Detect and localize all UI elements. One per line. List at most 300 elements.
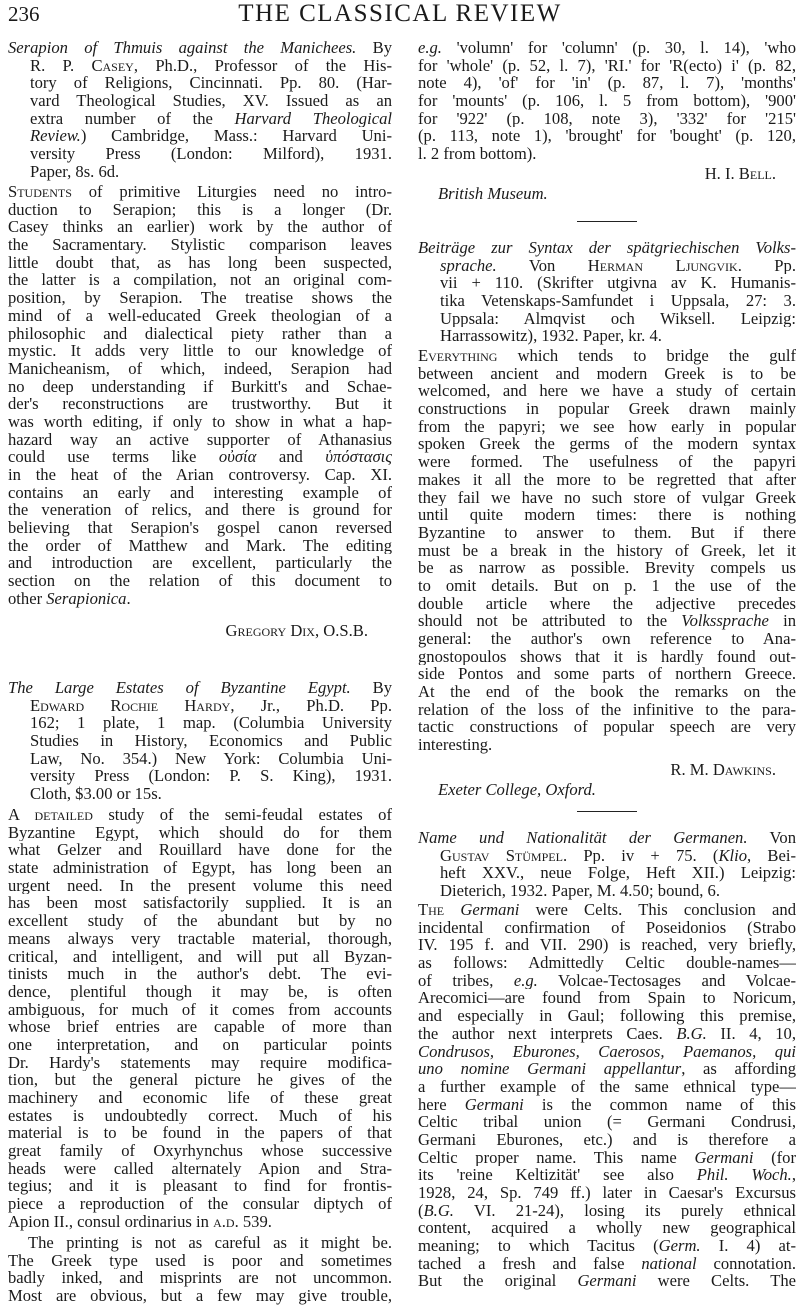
text-line [418,919,796,937]
text-run: A detailed [8,806,93,824]
text-line [418,847,796,865]
text-run [444,901,460,919]
text-run: spoken Greek the germs of the modern syntax [418,435,796,454]
text-line [418,1166,796,1184]
text-run: By [356,39,392,57]
reviewer-signature: Gregory Dix, O.S.B. [225,621,368,640]
paragraph [8,183,392,608]
text-line [8,466,392,484]
text-run: The [418,901,445,919]
text-line [8,806,392,824]
text-run: ambiguous, for much of it comes from accounts [8,1000,392,1019]
text-line [8,57,392,75]
running-title: THE CLASSICAL REVIEW [238,0,562,27]
review-heading [418,829,796,900]
text-run: Phil. Woch. [696,1166,792,1184]
text-line [8,841,392,859]
text-run: content, acquired a wholly new geographical [418,1219,796,1238]
reviewer-signature: H. I. Bell. [704,164,776,183]
text-line [418,577,796,595]
text-run: , Jr., Ph.D. Pp. [230,696,392,715]
text-line [418,1078,796,1096]
text-line [8,395,392,413]
text-run: (p. 113, note 1), 'brought' for 'bought' (p. 120, [418,127,796,146]
paragraph [418,347,796,754]
text-line [418,1255,796,1273]
text-line [8,1001,392,1019]
text-run: its 'reine Keltizität' see also [418,1166,697,1184]
text-run: Most are obvious, but a few may give trouble, [8,1287,392,1305]
text-run: vard Theological Studies, XV. Issued as an [30,92,392,110]
text-run: of tribes, [418,971,514,990]
text-line [8,1160,392,1178]
text-run: tion, but the general picture he gives of the [8,1071,392,1089]
text-run: Beiträge zur Syntax der spätgriechischen Volks- [418,239,796,257]
text-line [8,572,392,590]
text-run: of primitive Liturgies need no intro- [71,183,392,201]
text-line [418,400,796,418]
text-run: little doubt that, as has long been suspected, [8,253,392,272]
text-run: position, by Serapion. The treatise shows the [8,289,392,307]
text-run: dence, plentiful though it may be, is often [8,982,392,1001]
text-run: here [418,1095,465,1114]
text-run: Gustav Stümpel [440,846,563,865]
text-run: The printing is not as careful as it might be. [28,1234,392,1252]
text-line [418,901,796,919]
text-run: Germani Eburones, etc.) and is therefore a [418,1130,796,1149]
text-run: incidental confirmation of Poseidonios (Strabo [418,918,796,937]
section-divider [577,221,637,222]
text-run: sprache. [440,256,497,275]
text-run: οὐσία [218,448,257,466]
text-run: side Pontos and some parts of northern Greece. [418,665,796,684]
text-line [418,92,796,110]
text-run: Name und Nationalität der Germanen. [418,829,748,847]
text-run: Germani [464,1095,524,1114]
text-run: in [768,612,796,630]
text-run: Arecomici—are found from Spain to Noricum, [418,989,796,1008]
text-line [8,1234,392,1252]
text-line [418,648,796,666]
text-run: philosophic and dialectical piety rather than a [8,324,392,343]
text-line [8,289,392,307]
text-line [8,92,392,110]
text-run: Law, No. 354.) New York: Columbia Uni- [30,749,392,768]
text-run: no deep understanding if Burkitt's and Schae- [8,377,392,396]
text-line [8,824,392,842]
text-line [8,254,392,272]
text-line [8,325,392,343]
text-run: Celtic proper name. This name [418,1148,695,1167]
text-run: ) Cambridge, Mass.: Harvard Uni- [80,127,392,146]
text-line [418,718,796,736]
text-run: for 'mounts' (p. 106, l. 5 from bottom), '900' [418,92,796,110]
text-run: which tends to bridge the gulf [497,347,796,365]
text-run: from the papyri; we see how early in popular [418,417,796,436]
text-run: Dieterich, 1932. Paper, M. 4.50; bound, 6. [440,882,721,900]
text-run: Edward Rochie Hardy [30,696,231,715]
text-run: The Large Estates of Byzantine Egypt. [8,679,351,697]
text-line [8,360,392,378]
text-line [8,519,392,537]
text-run: Von [496,256,588,275]
text-line [418,365,796,383]
text-run: for 'whole' (p. 52, l. 7), 'RI.' for 'R(ecto) i' (p. 82, [418,56,796,75]
text-line [8,1107,392,1125]
text-run: machinery and economic life of these great [8,1089,392,1107]
text-line [418,292,796,310]
text-run: heft XXV., neue Folge, Heft XII.) Leipzig: [440,864,796,883]
text-run: study of the semi-feudal estates of [92,806,392,824]
text-line [418,989,796,1007]
text-line [418,110,796,128]
text-line [418,1060,796,1078]
text-run: gnostopoulos shows that it is hardly found out- [418,647,796,666]
text-line [418,347,796,365]
text-line [418,630,796,648]
text-run: 162; 1 plate, 1 map. (Columbia University [30,714,392,733]
text-line [8,785,392,803]
text-run: could use terms like [8,448,219,466]
text-line [8,1177,392,1195]
text-run: between ancient and modern Greek is to be [418,364,796,383]
text-run: e.g. [513,971,538,990]
text-run: , as affording [681,1060,796,1078]
text-line [418,74,796,92]
review-heading [8,39,392,181]
text-line [418,882,796,900]
text-run: relation of the loss of the infinitive to the para- [418,700,796,719]
text-line [8,501,392,519]
text-run: Serapionica [46,589,127,608]
text-run: one interpretation, and on particular points [8,1035,392,1054]
text-run: the order of Matthew and Mark. The editing [8,536,392,555]
text-line [418,435,796,453]
text-line [8,912,392,930]
text-line [8,145,392,163]
text-run: tactic constructions of popular speech are very [418,718,796,737]
text-line [418,683,796,701]
text-run: a further example of the same ethnical type— [418,1077,796,1096]
text-run: makes it all the more to be regretted that after [418,470,796,489]
text-line [8,679,392,697]
text-line [8,342,392,360]
text-line [8,1142,392,1160]
text-run: Germani [577,1272,637,1291]
text-line [8,1252,392,1270]
text-run: extra number of the [30,109,235,128]
text-line [8,894,392,912]
section-divider [577,811,637,812]
text-run: Casey [91,56,134,75]
text-run: vii + 110. (Skrifter utgivna av K. Humanis- [440,274,796,293]
text-run: , Ph.D., Professor of the His- [133,56,392,75]
text-line [8,1124,392,1142]
text-line [418,864,796,882]
text-run: Klio [718,846,748,865]
text-line [418,1272,796,1290]
text-line [8,271,392,289]
text-run: I. 4) at- [700,1237,796,1255]
text-line [418,489,796,507]
text-run: versity Press (London: Milford), 1931. [30,145,392,163]
text-run: heads were called alternately Apion and Stra- [8,1159,392,1178]
text-run: to omit details. But on p. 1 the use of the [418,576,796,595]
text-run: welcomed, and here we have a study of certain [418,382,796,401]
text-line [418,57,796,75]
text-line [418,524,796,542]
text-run: , [791,1166,796,1184]
text-run: mystic. It adds very little to our knowledge of [8,342,392,360]
paragraph [418,901,796,1290]
text-run: Manicheanism, of which, indeed, Serapion had [8,359,392,378]
text-run: mind of a well-educated Greek theologian of a [8,306,392,325]
text-run: be as narrow as possible. Brevity compels us [418,559,796,577]
text-line [418,327,796,345]
text-run: R. P. [30,56,92,75]
text-line [8,1089,392,1107]
text-line [8,1071,392,1089]
text-run: and [256,448,326,466]
text-run: Condrusos, Eburones, Caerosos, Paemanos, qui [418,1042,796,1061]
reviewer-signature: R. M. Dawkins. [670,760,776,779]
text-line [418,829,796,847]
text-run: state administration of Egypt, has long been an [8,859,392,877]
text-run: was worth editing, if only to show in what a hap- [8,412,392,431]
text-line [8,965,392,983]
text-line [418,453,796,471]
text-run: interesting. [418,736,493,754]
text-line [8,413,392,431]
text-run: 'volumn' for 'column' (p. 30, l. 14), 'who [441,39,796,57]
text-run: At the end of the book the remarks on the [418,683,796,701]
text-run: Students [8,183,72,201]
text-run: 1928, 24, Sp. 749 ff.) later in Caesar's Excursus [418,1184,796,1202]
text-line [8,484,392,502]
text-run: were formed. The usefulness of the papyri [418,453,796,471]
text-line [418,506,796,524]
text-line [418,382,796,400]
text-line [418,1096,796,1114]
text-run: ὑπόστασις [325,448,392,466]
text-line [418,701,796,719]
text-run: must be a break in the history of Greek, let it [418,541,796,560]
text-line [8,110,392,128]
text-run: Herman Ljungvik [587,256,738,275]
text-run: estates is undoubtedly correct. Much of his [8,1106,392,1125]
text-line [418,418,796,436]
text-run: Serapion of Thmuis against the Manichees. [8,39,357,57]
text-run: duction to Serapion; this is a longer (Dr. [8,200,392,219]
text-line [8,1213,392,1231]
text-line [8,307,392,325]
text-line [8,1269,392,1287]
text-line [418,1184,796,1202]
text-run: the Sacramentary. Stylistic comparison leaves [8,236,392,254]
text-run: note 4), 'of' for 'in' (p. 87, l. 7), 'months' [418,74,796,93]
text-line [8,201,392,219]
text-run: Review. [30,127,81,146]
text-run: versity Press (London: P. S. King), 1931. [30,767,392,786]
text-run: uno nomine Germani appellantur [418,1060,682,1078]
text-line [8,218,392,236]
text-line [8,1195,392,1213]
text-run: . Pp. [737,256,796,275]
text-run: Apion II., consul ordinarius in [8,1212,214,1231]
text-run: Studies in History, Economics and Public [30,732,392,750]
text-line [418,1131,796,1149]
text-line [418,972,796,990]
text-run: Von [747,829,796,847]
text-run: section on the relation of this document to [8,572,392,590]
text-run: is the common name of this [523,1095,796,1114]
text-run: B.G. [423,1201,454,1220]
text-run: Byzantine to answer to them. But if there [418,523,796,542]
text-run: connotation. [696,1254,796,1273]
text-line [418,127,796,145]
text-run: Germ. [658,1237,701,1255]
text-run: badly inked, and misprints are not uncommon. [8,1269,392,1288]
text-line [8,236,392,254]
text-run: the latter is a compilation, not an original com- [8,271,392,290]
text-line [8,590,392,608]
review-heading [8,679,392,803]
text-run: national [641,1254,697,1273]
text-line [418,1237,796,1255]
text-line [418,1219,796,1237]
text-run: excellent study of the abundant but by no [8,912,392,930]
text-run: By [350,679,392,697]
text-line [8,431,392,449]
text-line [8,448,392,466]
text-run: until quite modern times: there is nothing [418,506,796,524]
text-line [8,714,392,732]
text-run: tached a fresh and false [418,1254,642,1273]
text-run: were Celts. This conclusion and [519,901,796,919]
text-run: B.G. [676,1024,707,1043]
text-line [418,1025,796,1043]
text-run: as follows: Admittedly Celtic double-names— [418,954,796,972]
text-run: piece a reproduction of the consular diptych of [8,1195,392,1213]
text-run: contains an early and interesting example of [8,483,392,502]
text-run: for '922' (p. 108, note 3), '332' for '215' [418,109,796,128]
text-line [418,954,796,972]
text-line [8,39,392,57]
text-run: Everything [418,347,498,365]
text-line [418,936,796,954]
text-run: Volcae-Tectosages and Volcae- [537,971,796,990]
paragraph [8,806,392,1231]
text-run: they fail we have no such store of vulgar Greek [418,488,796,507]
text-line [8,767,392,785]
reviewer-affiliation: British Museum. [438,184,548,203]
text-run: But the original [418,1272,578,1291]
text-run: other [8,589,47,608]
text-run: meaning; to which Tacitus ( [418,1237,659,1255]
text-line [418,736,796,754]
text-line [8,732,392,750]
text-run: tory of Religions, Cincinnati. Pp. 80. (Har- [30,74,392,93]
text-line [418,274,796,292]
text-line [418,239,796,257]
text-run: Cloth, $3.00 or 15s. [30,785,162,803]
text-line [418,595,796,613]
text-run: Volkssprache [681,612,769,630]
text-run: 539. [238,1212,272,1231]
text-line [8,74,392,92]
review-heading [418,239,796,345]
text-run: Celtic tribal union (= Germani Condrusi, [418,1113,796,1131]
text-run: The Greek type used is poor and sometimes [8,1251,392,1270]
text-run: and especially in Gaul; following this premise, [418,1007,796,1025]
text-run: tegius; and it is pleasant to find for frontis- [8,1177,392,1196]
text-run: . Pp. iv + 75. ( [562,846,719,865]
text-run: a.d. [213,1212,239,1231]
text-run: (for [753,1148,796,1167]
text-run: Dr. Hardy's statements may require modifica- [8,1053,392,1072]
text-run: hazard way an active supporter of Athanasius [8,430,392,449]
text-run: great family of Oxyrhynchus whose successive [8,1142,392,1160]
text-run: ( [418,1201,424,1220]
text-run: Casey thinks an earlier) work by the author of [8,218,392,237]
text-line [418,310,796,328]
text-line [418,1202,796,1220]
text-run: whose brief entries are capable of more than [8,1018,392,1036]
text-run: II. 4, 10, [706,1024,796,1043]
text-run: believing that Serapion's gospel canon reversed [8,519,392,537]
text-run: Uppsala: Almqvist och Wiksell. Leipzig: [440,309,796,328]
text-run: were Celts. The [636,1272,796,1291]
text-line [418,542,796,560]
text-run: the author next interprets Caes. [418,1024,677,1043]
text-line [8,750,392,768]
text-run: der's reconstructions are trustworthy. But it [8,395,392,413]
text-run: should not be attributed to the [418,612,682,630]
text-run: Paper, 8s. 6d. [30,162,120,181]
text-run: in the heat of the Arian controversy. Cap. XI. [8,466,392,484]
text-run: Germani [694,1148,754,1167]
text-line [418,665,796,683]
text-run: and introduction are excellent, particularly the [8,554,392,573]
text-line [418,257,796,275]
text-line [8,930,392,948]
text-run: has been most satisfactorily supplied. It is an [8,894,392,913]
text-run: urgent need. In the present volume this need [8,876,392,895]
text-line [418,612,796,630]
text-line [418,559,796,577]
text-line [8,1036,392,1054]
text-line [8,163,392,181]
text-run: Harrassowitz), 1932. Paper, kr. 4. [440,327,662,346]
page-number: 236 [8,2,40,26]
text-run: e.g. [418,39,442,57]
text-line [418,1113,796,1131]
text-line [8,948,392,966]
text-line [418,145,796,163]
text-line [8,183,392,201]
text-line [8,1018,392,1036]
text-line [418,471,796,489]
paragraph [8,1234,392,1305]
text-run: what Gelzer and Rouillard have done for the [8,841,392,860]
text-line [8,1054,392,1072]
text-run: l. 2 from bottom). [418,145,537,163]
text-run: means always very tractable material, thorough, [8,929,392,948]
text-run: . [126,589,131,608]
text-run: , Bei- [747,846,796,865]
text-run: critical, and intelligent, and will put all Byzan- [8,947,392,966]
text-run: Harvard Theological [234,109,392,128]
